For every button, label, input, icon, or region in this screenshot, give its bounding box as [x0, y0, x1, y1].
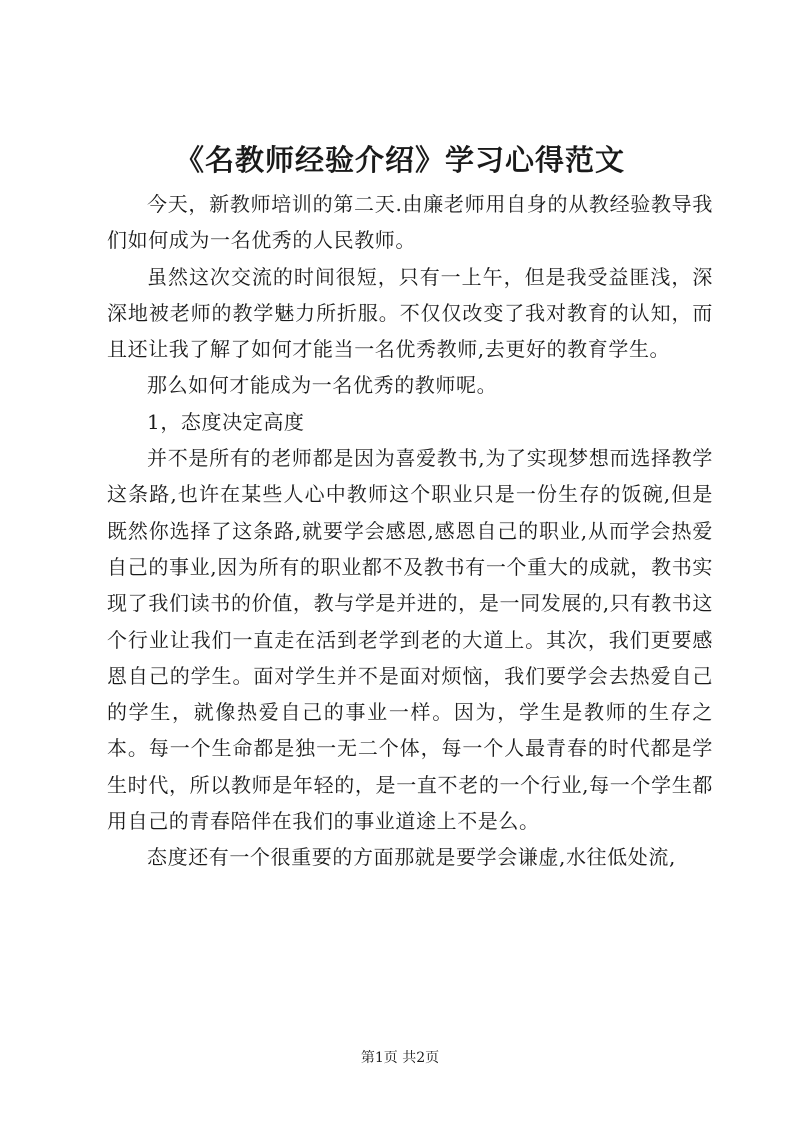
- page-footer: 第1页 共2页: [360, 1050, 440, 1066]
- document-body: [107, 186, 713, 876]
- paragraph-intro: 今天，新教师培训的第二天.由廉老师用自身的从教经验教导我们如何成为一名优秀的人民教师。: [107, 192, 713, 253]
- paragraph-humility: 态度还有一个很重要的方面那就是要学会谦虚,水往低处流,: [147, 845, 676, 870]
- document-title: 《名教师经验介绍》学习心得范文: [174, 143, 625, 177]
- paragraph-gratitude: 并不是所有的老师都是因为喜爱教书,为了实现梦想而选择教学这条路,也许在某些人心中教师这个职业只是一份生存的饭碗,但是既然你选择了这条路,就要学会感恩,感恩自己的职业,从而学会热爱自己的事业,因为所有的职业都不及教书有一个重大的成就，教书实现了我们读书的价值，教与学是并进的，是一同发展的,只有教书这个行业让我们一直走在活到老学到老的大道上。其次，我们更要感恩自己的学生。面对学生并不是面对烦恼，我们要学会去热爱自己的学生，就像热爱自己的事业一样。因为，学生是教师的生存之本。每一个生命都是独一无二个体，每一个人最青春的时代都是学生时代，所以教师是年轻的，是一直不老的一个行业,每一个学生都用自己的青春陪伴在我们的事业道途上不是么。: [107, 446, 713, 834]
- paragraph-question: 那么如何才能成为一名优秀的教师呢。: [147, 373, 498, 398]
- paragraph-experience: 虽然这次交流的时间很短，只有一上午，但是我受益匪浅，深深地被老师的教学魅力所折服。不仅仅改变了我对教育的认知，而且还让我了解了如何才能当一名优秀教师,去更好的教育学生。: [107, 264, 713, 362]
- section-heading-attitude: 1，态度决定高度: [147, 409, 305, 434]
